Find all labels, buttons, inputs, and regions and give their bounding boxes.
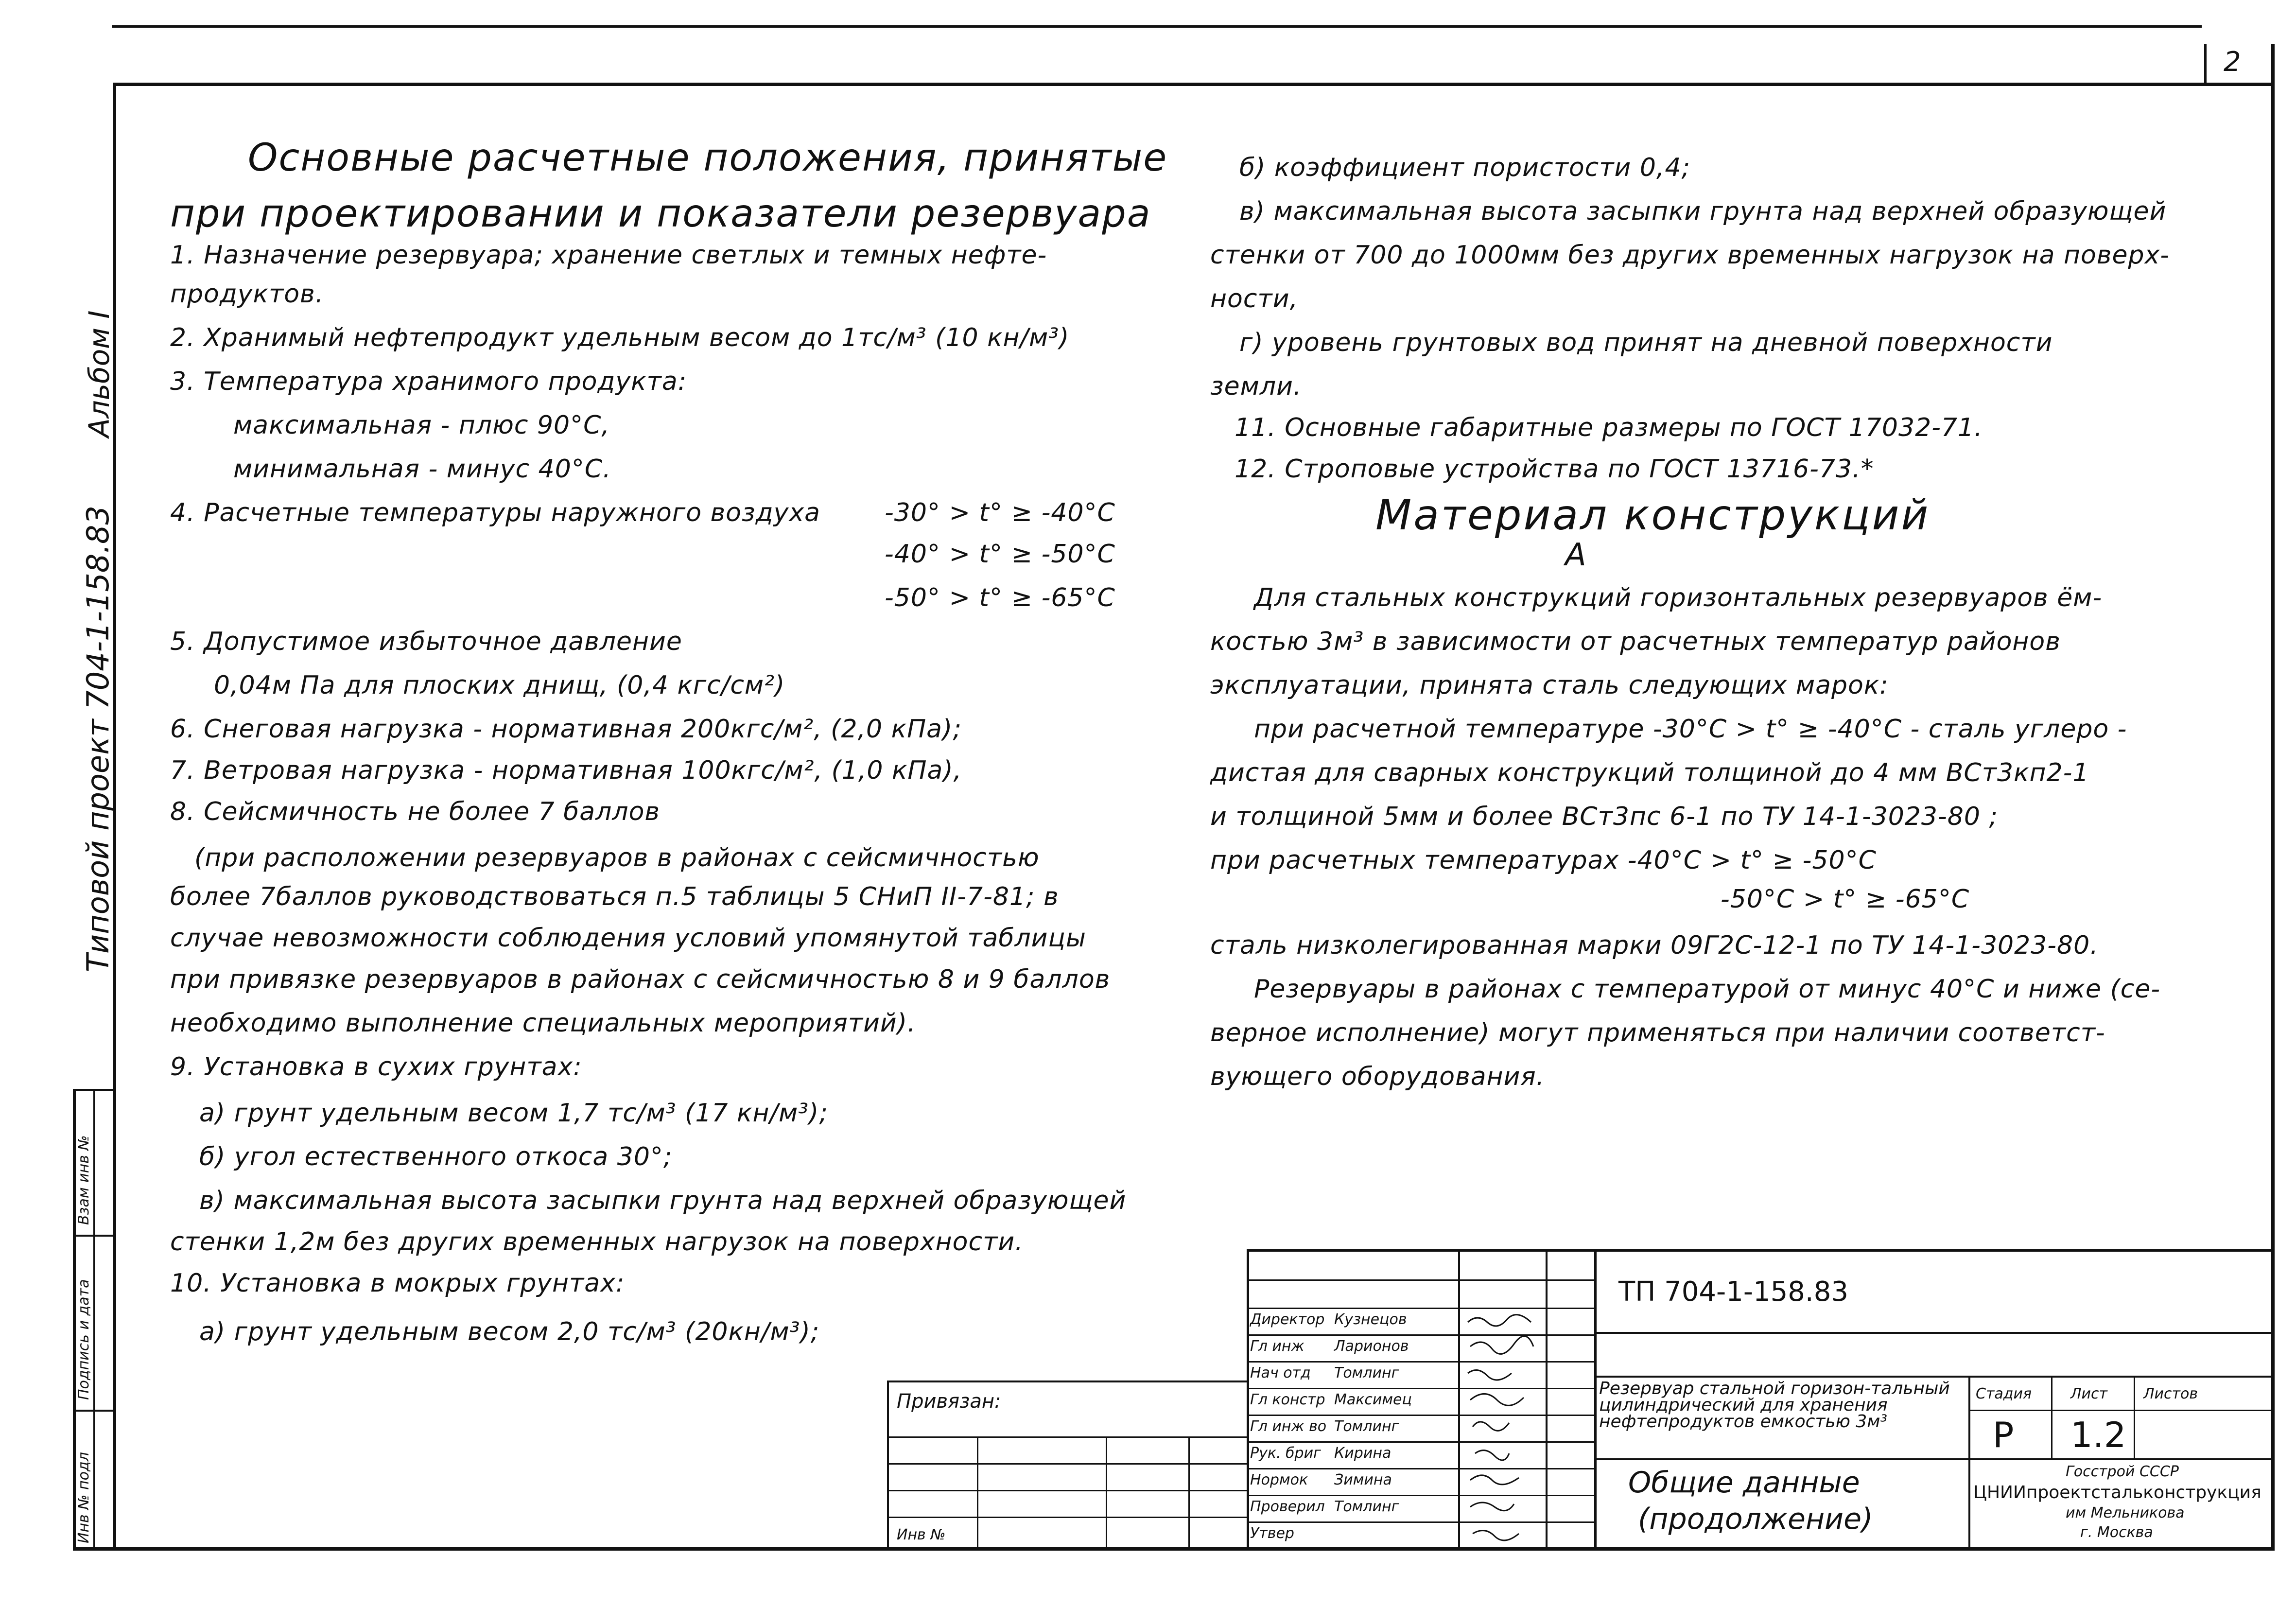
sheets-header: Листов [2143,1385,2198,1402]
text-line: Для стальных конструкций горизонтальных резервуаров ём- [1254,583,2103,612]
name: Томлинг [1334,1498,1399,1515]
project-label: Типовой проект 704-1-158.83 [80,506,116,972]
name: Кирина [1334,1445,1392,1462]
temperature-range: -40° > t° ≥ -50°С [885,540,1115,569]
role: Гл инж [1250,1338,1305,1355]
text-line: стенки от 700 до 1000мм без других временных нагрузок на поверх- [1210,241,2170,270]
sheet-title-line1: Общие данные [1628,1466,1860,1500]
text-line: продуктов. [170,280,324,309]
name: Томлинг [1334,1364,1399,1381]
text-line: а) грунт удельным весом 2,0 тс/м³ (20кн/м³); [199,1317,820,1346]
name: Максимец [1334,1391,1412,1408]
text-line: ности, [1210,284,1299,314]
text-line: 2. Хранимый нефтепродукт удельным весом до 1тс/м³ (10 кн/м³) [170,323,1070,352]
document-code: ТП 704-1-158.83 [1618,1276,1848,1308]
text-line: Резервуары в районах с температурой от минус 40°С и ниже (се- [1254,975,2161,1004]
text-line: г) уровень грунтовых вод принят на дневной поверхности [1239,328,2053,357]
text-line: и толщиной 5мм и более ВСт3пс 6-1 по ТУ 14-1-3023-80 ; [1210,802,1998,831]
sheet-value: 1.2 [2070,1415,2126,1455]
text-line: а) грунт удельным весом 1,7 тс/м³ (17 кн/м³); [199,1099,828,1128]
text-line: 0,04м Па для плоских днищ, (0,4 кгс/см²) [214,671,785,700]
text-line: 10. Установка в мокрых грунтах: [170,1269,625,1298]
text-line: в) максимальная высота засыпки грунта над верхней образующей [199,1186,1127,1215]
text-line: минимальная - минус 40°С. [233,454,611,484]
text-line: 9. Установка в сухих грунтах: [170,1052,582,1082]
org-line: ЦНИИпроектстальконструкция [1973,1483,2261,1503]
signatures [1461,1310,1543,1548]
text-line: 8. Сейсмичность не более 7 баллов [170,797,661,826]
material-heading: Материал конструкций [1375,491,1931,540]
role: Нач отд [1250,1364,1311,1381]
sheet-header: Лист [2070,1385,2108,1402]
object-description: Резервуар стальной горизон-тальный цилиндрический для хранения нефтепродуктов емкостью 3м³ [1599,1379,1950,1432]
stage-value: Р [1993,1415,2014,1455]
main-heading-line2: при проектировании и показатели резервуара [170,192,1151,236]
text-line: в) максимальная высота засыпки грунта над верхней образующей [1239,197,2167,226]
text-line: дистая для сварных конструкций толщиной до 4 мм ВСт3кп2-1 [1210,758,2089,787]
role: Утвер [1250,1525,1294,1542]
text-line: при привязке резервуаров в районах с сейсмичностью 8 и 9 баллов [170,965,1111,994]
binding-label: Привязан: [897,1390,1001,1413]
text-line: верное исполнение) могут применяться при наличии соответст- [1210,1018,2105,1048]
sheet-title-line2: (продолжение) [1638,1502,1873,1536]
top-rule [112,25,2202,28]
role: Проверил [1250,1498,1325,1515]
text-line: земли. [1210,372,1302,401]
text-line: -50°С > t° ≥ -65°С [1721,885,1970,914]
text-line: 6. Снеговая нагрузка - нормативная 200кгс/м², (2,0 кПа); [170,715,962,744]
stage-header: Стадия [1976,1385,2032,1402]
material-sub: А [1565,537,1586,573]
name: Ларионов [1334,1338,1409,1355]
inv-label: Инв № [897,1526,946,1543]
text-line: случае невозможности соблюдения условий упомянутой таблицы [170,924,1086,953]
stamp-signature-date: Подпись и дата [75,1279,92,1400]
text-line: вующего оборудования. [1210,1062,1545,1091]
text-line: при расчетной температуре -30°С > t° ≥ -40°С - сталь углеро - [1254,715,2127,744]
text-line: 1. Назначение резервуара; хранение светлых и темных нефте- [170,241,1047,270]
main-heading-line1: Основные расчетные положения, принятые [248,136,1168,180]
role: Нормок [1250,1471,1308,1488]
text-line: б) коэффициент пористости 0,4; [1239,153,1691,182]
stamp-inv-replace: Взам инв № [75,1135,92,1225]
frame-bottom [73,1547,2275,1551]
role: Рук. бриг [1250,1445,1321,1462]
name: Кузнецов [1334,1311,1407,1328]
org-line: г. Москва [2080,1524,2153,1541]
text-line: (при расположении резервуаров в районах с сейсмичностью [194,843,1040,873]
text-line: при расчетных температурах -40°С > t° ≥ -50°С [1210,846,1877,875]
text-line: более 7баллов руководствоваться п.5 таблицы 5 СНиП II-7-81; в [170,882,1059,911]
org-line: им Мельникова [2066,1504,2185,1521]
text-line: необходимо выполнение специальных мероприятий). [170,1009,916,1038]
org-line: Госстрой СССР [2066,1463,2179,1480]
text-line: стенки 1,2м без других временных нагрузок на поверхности. [170,1227,1024,1257]
text-line: б) угол естественного откоса 30°; [199,1142,673,1171]
role: Директор [1250,1311,1325,1328]
text-line: 7. Ветровая нагрузка - нормативная 100кгс/м², (1,0 кПа), [170,756,962,785]
text-line: сталь низколегированная марки 09Г2С-12-1 по ТУ 14-1-3023-80. [1210,931,2099,960]
text-line: костью 3м³ в зависимости от расчетных температур районов [1210,627,2061,656]
role: Гл констр [1250,1391,1325,1408]
text-line: максимальная - плюс 90°С, [233,411,610,440]
temperature-range: -50° > t° ≥ -65°С [885,583,1115,612]
text-line: 11. Основные габаритные размеры по ГОСТ 17032-71. [1235,413,1983,442]
text-line: 5. Допустимое избыточное давление [170,627,682,656]
role: Гл инж во [1250,1418,1327,1435]
text-line: эксплуатации, принята сталь следующих марок: [1210,671,1889,700]
text-line: 4. Расчетные температуры наружного воздуха [170,498,821,527]
album-label: Альбом I [83,310,116,437]
stamp-inv-original: Инв № подл [75,1452,92,1543]
temperature-range: -30° > t° ≥ -40°С [885,498,1115,527]
frame-right [2271,44,2275,1551]
text-line: 12. Строповые устройства по ГОСТ 13716-73.* [1235,454,1874,484]
name: Томлинг [1334,1418,1399,1435]
sheet-number: 2 [2224,46,2241,78]
name: Зимина [1334,1471,1392,1488]
text-line: 3. Температура хранимого продукта: [170,367,687,396]
frame-top [114,83,2275,86]
